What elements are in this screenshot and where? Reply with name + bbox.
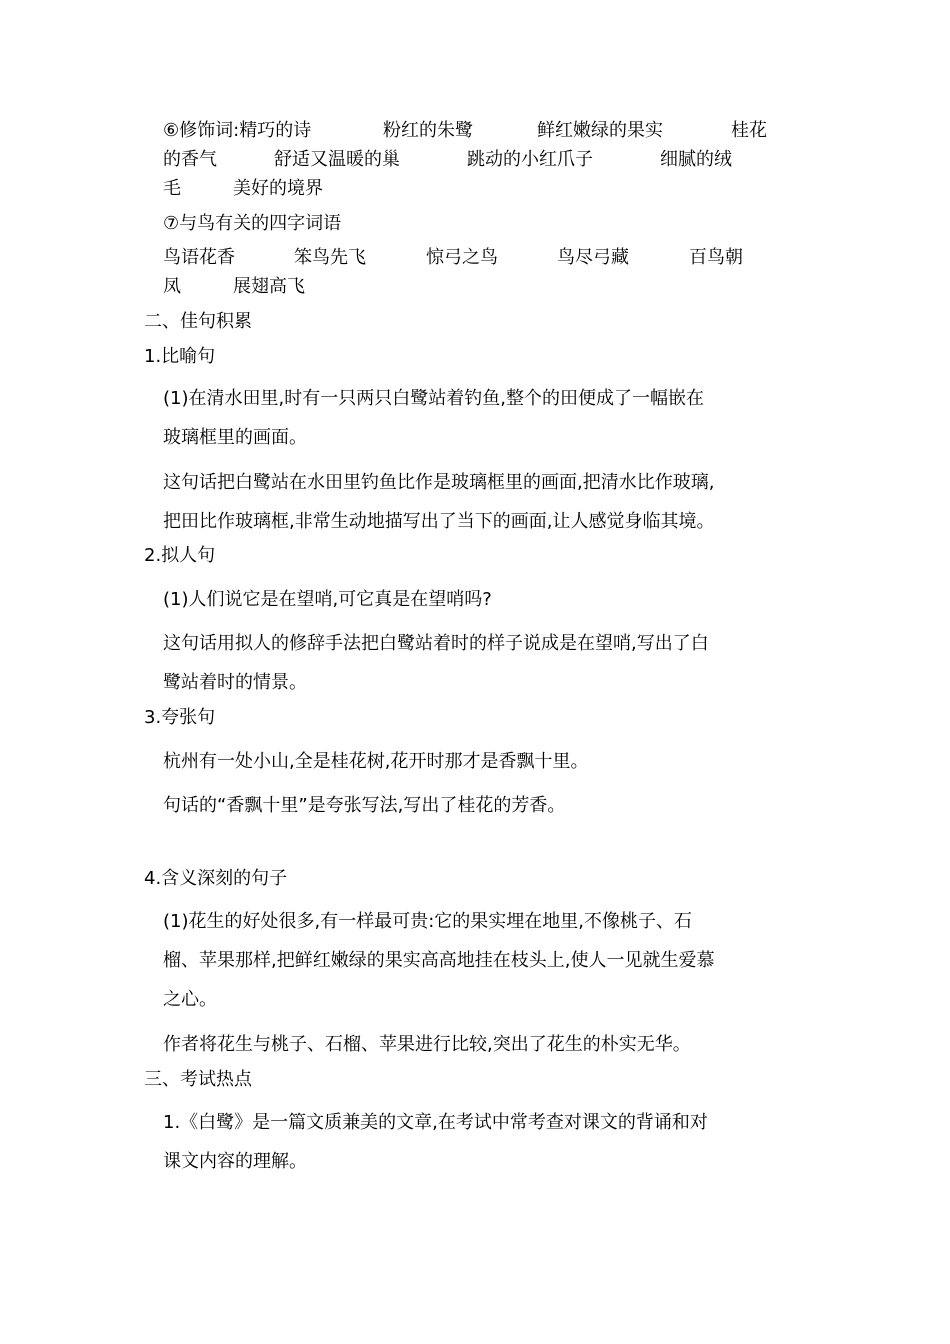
- paragraph-line: 之心。: [163, 989, 217, 1010]
- paragraph-line: 作者将花生与桃子、石榴、苹果进行比较,突出了花生的朴实无华。: [163, 1034, 691, 1055]
- paragraph-line: 这句话用拟人的修辞手法把白鹭站着时的样子说成是在望哨,写出了白: [163, 633, 709, 654]
- subheading: 4.含义深刻的句子: [144, 868, 288, 889]
- modifier-item: 舒适又温暖的巢: [274, 149, 400, 170]
- paragraph-line: 鹭站着时的情景。: [163, 672, 307, 693]
- idiom-line-2: [163, 275, 305, 299]
- idiom-item: 鸟尽弓藏: [557, 247, 629, 268]
- modifier-item: 粉红的朱鹭: [383, 120, 473, 141]
- subheading: 1.比喻句: [144, 346, 216, 367]
- modifier-label: ⑥修饰词:精巧的诗: [163, 120, 312, 141]
- modifier-item: 美好的境界: [233, 178, 323, 199]
- paragraph-line: 把田比作玻璃框,非常生动地描写出了当下的画面,让人感觉身临其境。: [163, 511, 715, 532]
- idiom-item: 凤: [163, 276, 181, 297]
- paragraph-line: 这句话把白鹭站在水田里钓鱼比作是玻璃框里的画面,把清水比作玻璃,: [163, 472, 715, 493]
- modifier-item: 跳动的小红爪子: [467, 149, 593, 170]
- paragraph-line: (1)花生的好处很多,有一样最可贵:它的果实埋在地里,不像桃子、石: [163, 911, 693, 932]
- section-heading: 三、考试热点: [144, 1069, 252, 1090]
- idiom-label: ⑦与鸟有关的四字词语: [163, 213, 342, 234]
- modifier-line-2: [163, 148, 732, 172]
- modifier-item: 毛: [163, 178, 181, 199]
- idiom-item: 百鸟朝: [689, 247, 743, 268]
- idiom-item: 展翅高飞: [233, 276, 305, 297]
- section-heading: 二、佳句积累: [144, 311, 252, 332]
- modifier-item: 细腻的绒: [660, 149, 732, 170]
- paragraph-line: 句话的“香飘十里”是夸张写法,写出了桂花的芳香。: [163, 795, 566, 816]
- paragraph-line: (1)人们说它是在望哨,可它真是在望哨吗?: [163, 589, 492, 610]
- modifier-item: 的香气: [163, 149, 217, 170]
- modifier-item: 鲜红嫩绿的果实: [537, 120, 663, 141]
- paragraph-line: (1)在清水田里,时有一只两只白鹭站着钓鱼,整个的田便成了一幅嵌在: [163, 388, 704, 409]
- idiom-line-1: [163, 246, 743, 270]
- paragraph-line: 课文内容的理解。: [163, 1151, 307, 1172]
- subheading: 2.拟人句: [144, 545, 216, 566]
- paragraph-line: 榴、苹果那样,把鲜红嫩绿的果实高高地挂在枝头上,使人一见就生爱慕: [163, 950, 715, 971]
- modifier-line-1: [163, 119, 767, 143]
- modifier-line-3: [163, 177, 323, 201]
- idiom-item: 笨鸟先飞: [294, 247, 366, 268]
- idiom-item: 鸟语花香: [163, 247, 235, 268]
- paragraph-line: 1.《白鹭》是一篇文质兼美的文章,在考试中常考查对课文的背诵和对: [163, 1112, 708, 1133]
- modifier-item: 桂花: [731, 120, 767, 141]
- paragraph-line: 杭州有一处小山,全是桂花树,花开时那才是香飘十里。: [163, 751, 589, 772]
- subheading: 3.夸张句: [144, 707, 216, 728]
- paragraph-line: 玻璃框里的画面。: [163, 427, 307, 448]
- idiom-item: 惊弓之鸟: [426, 247, 498, 268]
